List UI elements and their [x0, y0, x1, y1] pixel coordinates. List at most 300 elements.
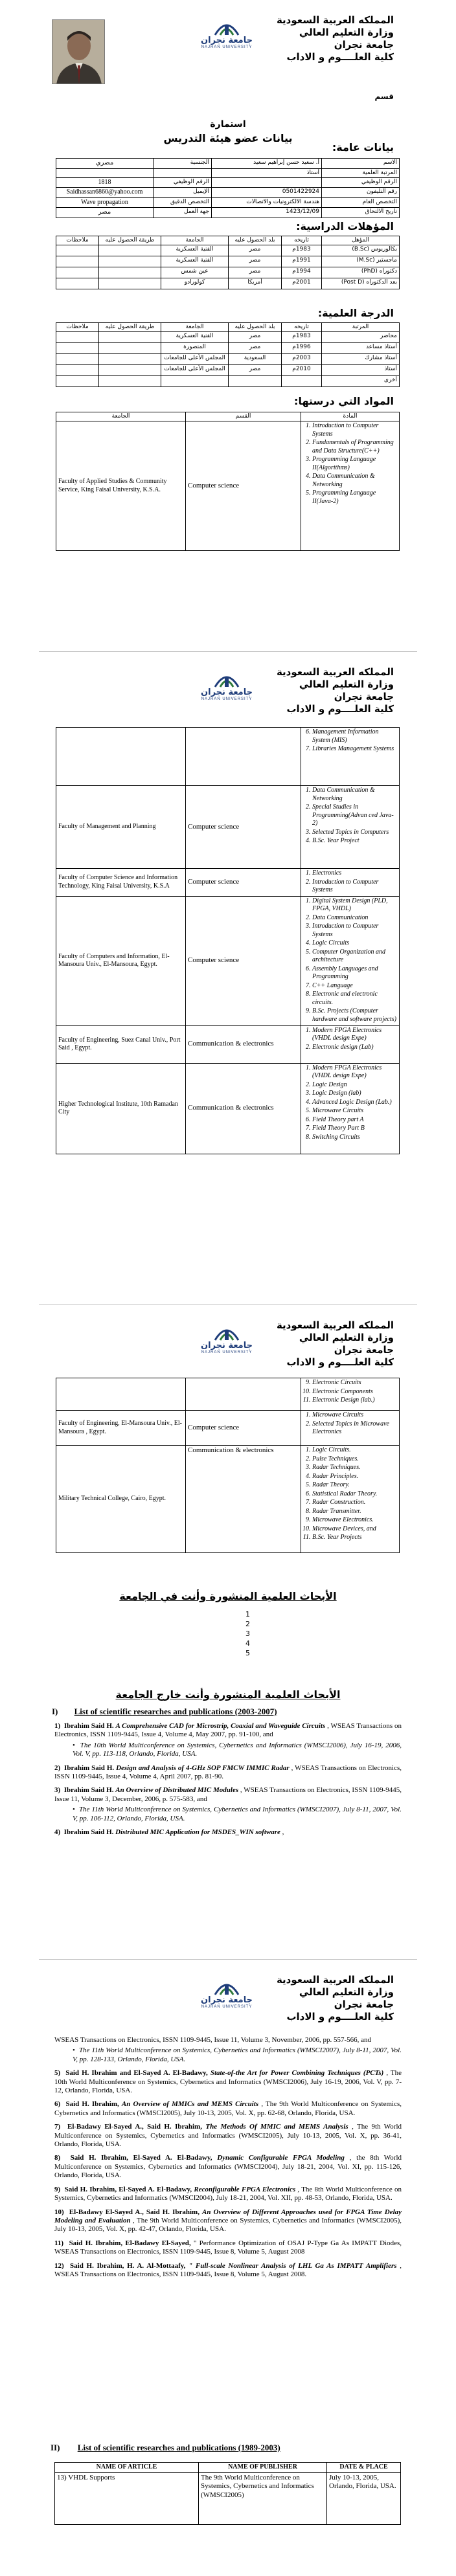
outside-pubs-heading: الأبحاث العلمية المنشورة وأنت خارج الجامعة [115, 1688, 341, 1701]
pub-title: Dynamic Configurable FPGA Modeling [217, 2154, 345, 2162]
course-subject-list [303, 1064, 397, 1142]
course-item: 4. Advanced Logic Design (Lab.) [312, 1099, 397, 1107]
pub-number: 6) [54, 2100, 61, 2109]
table-cell: مصر [229, 332, 282, 343]
pub-number: 9) [54, 2185, 61, 2193]
course-item: 1. Microwave Circuits [312, 1411, 397, 1420]
table-cell [161, 376, 229, 387]
course-item: 6. Management Information System (MIS) [312, 728, 397, 745]
course-item: 1. Electronics [312, 869, 397, 878]
course-item: 10. Microwave Devices, and [312, 1525, 397, 1534]
publication-item: 3) Ibrahim Said H. An Overview of Distributed MIC Modules , WSEAS Transactions on Electronics, ISSN 1109-9445, Issue 11, Volume 3, December, 2006, p. 575-583, and • The 11th World Multiconference on Systemics, Cybernetics and Informatics (WMSCI2007), July 8-11, 2007, Vol. V, pp. 106-112, Orlando, Florida, USA. [54, 1786, 402, 1822]
field-label: التخصص العام [322, 197, 400, 208]
course-row [56, 1446, 400, 1553]
qualifications-heading: المؤهلات الدراسية: [296, 220, 394, 232]
letterhead-line: جامعة نجران [334, 1344, 394, 1356]
table-cell: كولورادو [161, 278, 229, 289]
pub-number: 4) [54, 1828, 61, 1837]
letterhead-line: وزارة التعليم العالي [299, 27, 394, 38]
pub-title: The Methods Of MMIC and MEMS Analysis [205, 2123, 348, 2131]
course-department: Communication & electronics [186, 1025, 301, 1063]
page-4 [0, 1960, 456, 2576]
letterhead-line: المملكه العربية السعودية [276, 14, 394, 26]
field-value: أ. سعيد حسن إبراهيم سعيد [212, 159, 322, 169]
course-department: Computer science [186, 786, 301, 869]
pub-reference: , [282, 1828, 284, 1837]
letterhead-arabic [277, 666, 394, 715]
pub-reference: , the 8th World Multiconference on Systemics, Cybernetics and Informatics (WMSCI2004), July 18-21, 2004, Vol. XI, pp. 115-126, Orlando, Florida, USA. [54, 2154, 402, 2180]
inside-pubs-heading: الأبحاث العلمية المنشورة وأنت في الجامعة [119, 1590, 337, 1602]
course-item: 7. Radar Construction. [312, 1499, 397, 1507]
pub-authors: Said H. Ibrahim, [65, 2100, 119, 2109]
column-header: المؤهل [322, 236, 400, 245]
university-logo [194, 1325, 259, 1356]
field-label: الرقم الوظيفي [322, 177, 400, 188]
col-header-date-place: DATE & PLACE [327, 2463, 401, 2473]
table-cell: 2001م [282, 278, 322, 289]
course-item: 1. Introduction to Computer Systems [312, 422, 397, 438]
pub-title: Design and Analysis of 4-GHz SOP FMCW IMMIC Radar [116, 1764, 290, 1772]
column-header: بلد الحصول عليه [229, 236, 282, 245]
pub-also-presented: The 10th World Multiconference on Systemics, Cybernetics and Informatics (WMSCI2006), July 16-19, 2006, Vol. V, pp. 113-118, Orlando, Florida, USA. [73, 1741, 402, 1758]
courses-table-1 [56, 412, 400, 551]
pub-title: Distributed MIC Application for MSDES_WIN software [115, 1828, 280, 1837]
logo-english-text: NAJRAN UNIVERSITY [201, 1350, 253, 1354]
course-row [56, 421, 400, 551]
table-header-row [56, 236, 400, 245]
table-cell [56, 376, 99, 387]
course-item: 5. Microwave Circuits [312, 1107, 397, 1115]
table-row [56, 197, 400, 208]
course-department: Communication & electronics [186, 1063, 301, 1154]
course-university: Faculty of Management and Planning [56, 786, 186, 869]
portrait-icon [52, 20, 105, 84]
column-header: تاريخه [282, 323, 322, 332]
course-subject-list [303, 422, 397, 506]
course-item: 9. B.Sc. Projects (Computer hardware and software projects) [312, 1007, 397, 1024]
table-cell [99, 278, 161, 289]
course-subject-list [303, 897, 397, 1024]
course-item: 8. Switching Circuits [312, 1134, 397, 1142]
publication-item [54, 2100, 402, 2118]
publisher-name: The 9th World Multiconference on Systemics, Cybernetics and Informatics (WMSCI2005) [199, 2472, 327, 2524]
field-value: 1423/12/09 [212, 208, 322, 218]
field-label: التخصص الدقيق [154, 197, 212, 208]
letterhead-line: المملكه العربية السعودية [276, 1319, 394, 1331]
course-item: 8. Radar Transmitter. [312, 1508, 397, 1516]
field-label: جهة العمل [154, 208, 212, 218]
col-header-subject: المادة [301, 412, 400, 421]
publication-item [54, 2186, 402, 2203]
column-header: بلد الحصول عليه [229, 323, 282, 332]
pub-authors: Said H. Ibrahim, El-Sayed A. El-Badawy, [64, 2185, 192, 2193]
course-item: 4. Logic Circuits [312, 939, 397, 948]
table-header-row [56, 323, 400, 332]
course-subject-list [303, 1379, 397, 1405]
pub-authors: Ibrahim Said H. [64, 1764, 115, 1772]
table-cell: مصر [229, 256, 282, 267]
course-university: Faculty of Engineering, El-Mansoura Univ., El-Mansoura , Egypt. [56, 1411, 186, 1446]
university-logo [194, 19, 259, 50]
portrait-photo [52, 19, 105, 84]
courses-table-3 [56, 1378, 400, 1553]
course-item: 2. Introduction to Computer Systems [312, 879, 397, 895]
course-item: 8. Electronic and electronic circuits. [312, 991, 397, 1007]
course-item: 11. B.Sc. Year Projects [312, 1534, 397, 1542]
logo-arabic-text: جامعة نجران [201, 688, 253, 697]
course-item: 7. Libraries Management Systems [312, 745, 397, 754]
section-title: List of scientific researches and publications (1989-2003) [77, 2443, 280, 2452]
course-item: 4. B.Sc. Year Project [312, 837, 397, 846]
table-cell [56, 365, 99, 376]
table-row [56, 267, 400, 278]
column-header: ملاحظات [56, 236, 99, 245]
pub-reference: WSEAS Transactions on Electronics, ISSN 1109-9445, Issue 11, Volume 3, November, 2006, pp. 557-566, and [54, 2036, 372, 2044]
pub-reference: , WSEAS Transactions on Electronics, ISSN 1109-9445, Issue 4, Volume 4, April 2007, pp. 81-90. [54, 1764, 402, 1781]
course-item: 2. Pulse Techniques. [312, 1455, 397, 1464]
ranks-table [56, 322, 400, 387]
course-item: 3. Programming Language II(Algorithms) [312, 456, 397, 472]
pub-reference: , WSEAS Transactions on Electronics, ISSN 1109-9445, Issue 11, Volume 3, December, 2006, p. 575-583, and [54, 1786, 402, 1803]
letterhead-line: جامعة نجران [334, 39, 394, 50]
course-item: 2. Fundamentals of Programming and Data Structure(C++) [312, 439, 397, 455]
field-label: الجنسية [154, 159, 212, 169]
course-department: Computer science [186, 896, 301, 1025]
course-item: 1. Modern FPGA Electronics (VHDL design Expe) [312, 1027, 397, 1043]
pub-reference: , The 9th World Multiconference on Systemics, Cybernetics and Informatics (WMSCI2005), July 10-13, 2005, Vol. X, pp. 42-47, Orlando, Florida, USA. [54, 2216, 402, 2234]
table-row [56, 343, 400, 354]
table-row [56, 168, 400, 177]
ranks-heading: الدرجة العلمية: [317, 307, 394, 319]
publications-list-continued [54, 2036, 402, 2284]
table-cell: أستاذ مساعد [322, 343, 400, 354]
table-cell [56, 278, 99, 289]
table-cell [56, 343, 99, 354]
course-row [56, 1025, 400, 1063]
letterhead-line: كلية العلــــوم و الاداب [286, 703, 394, 715]
field-label [154, 168, 212, 177]
course-row [56, 869, 400, 897]
pub-number: 5) [54, 2069, 61, 2078]
logo-arabic-text: جامعة نجران [201, 1995, 253, 2005]
inside-pub-item: 1 [245, 1610, 250, 1618]
table-row [56, 376, 400, 387]
older-pubs-table [54, 2462, 401, 2525]
page-1 [0, 0, 456, 651]
letterhead-line: كلية العلــــوم و الاداب [286, 1356, 394, 1368]
pub-reference: , The 9th World Multiconference on Systemics, Cybernetics and Informatics (WMSCI2005), July 10-13, 2005, Vol. X, pp. 62-68, Orlando, Florida, USA. [54, 2100, 402, 2117]
publication-item: WSEAS Transactions on Electronics, ISSN 1109-9445, Issue 11, Volume 3, November, 2006, pp. 557-566, and • The 11th World Multiconference on Systemics, Cybernetics and Informatics (WMSCI2007), July 8-11, 2007, Vol. V, pp. 128-133, Orlando, Florida, USA. [54, 2036, 402, 2063]
table-cell [56, 332, 99, 343]
university-logo [194, 1979, 259, 2010]
field-value: Saidhassan6860@yahoo.com [56, 188, 154, 198]
publication-item [54, 2154, 402, 2180]
table-cell: 1983م [282, 332, 322, 343]
course-item: 1. Logic Circuits. [312, 1446, 397, 1455]
course-item: 2. Electronic design (Lab) [312, 1044, 397, 1052]
course-item: 7. C++ Language [312, 982, 397, 991]
table-row [56, 332, 400, 343]
col-header-article: NAME OF ARTICLE [55, 2463, 199, 2473]
letterhead-line: وزارة التعليم العالي [299, 678, 394, 690]
table-cell [229, 376, 282, 387]
pub-number: 3) [54, 1786, 61, 1795]
table-row [55, 2472, 401, 2524]
course-item: 2. Logic Design [312, 1081, 397, 1090]
table-cell [99, 267, 161, 278]
col-header-publisher: NAME OF PUBLISHER [199, 2463, 327, 2473]
course-item: 1. Data Communication & Networking [312, 787, 397, 803]
course-item: 5. Computer Organization and architecture [312, 948, 397, 965]
field-value: هندسة الالكترونيات والاتصالات [212, 197, 322, 208]
table-cell: دكتوراه (PhD) [322, 267, 400, 278]
letterhead-arabic [277, 14, 394, 63]
table-cell: بعد الدكتوراه (Post D) [322, 278, 400, 289]
field-label: الاسم [322, 159, 400, 169]
pub-also-presented: The 11th World Multiconference on Systemics, Cybernetics and Informatics (WMSCI2007), July 8-11, 2007, Vol. V, pp. 128-133, Orlando, Florida, USA. [73, 2046, 402, 2063]
pub-title: State-of-the Art for Power Combining Techniques (PCTs) [210, 2069, 384, 2078]
course-item: 1. Digital System Design (PLD, FPGA, VHDL) [312, 897, 397, 913]
table-cell: 1991م [282, 256, 322, 267]
table-cell: أمريكا [229, 278, 282, 289]
letterhead-line: المملكه العربية السعودية [276, 666, 394, 678]
pub-also-presented: The 11th World Multiconference on Systemics, Cybernetics and Informatics (WMSCI2007), July 8-11, 2007, Vol. V, pp. 106-112, Orlando, Florida, USA. [73, 1806, 402, 1822]
pubs-section-heading [52, 1707, 277, 1717]
field-label: تاريخ الالتحاق [322, 208, 400, 218]
course-item: 9. Electronic Circuits [312, 1379, 397, 1387]
pub-authors: El-Badawy El-Sayed A., Said H. Ibrahim, [67, 2123, 202, 2131]
course-department: Computer science [186, 421, 301, 551]
qualifications-table [56, 236, 400, 289]
course-item: 2. Selected Topics in Microwave Electronics [312, 1420, 397, 1437]
table-row [56, 159, 400, 169]
logo-emblem-icon [212, 19, 241, 36]
course-item: 6. Field Theory part A [312, 1116, 397, 1125]
course-subject-list [303, 728, 397, 754]
pubs-section-heading [51, 2443, 280, 2453]
field-label: المرتبة العلمية [322, 168, 400, 177]
table-cell: الفنية العسكرية [161, 332, 229, 343]
table-cell: الفنية العسكرية [161, 245, 229, 256]
publication-item [54, 2262, 402, 2279]
course-item: 6. Statistical Radar Theory. [312, 1490, 397, 1499]
table-cell: بكالوريوس (B.Sc) [322, 245, 400, 256]
department-label: قسم [374, 92, 394, 101]
publication-item: 1) Ibrahim Said H. A Comprehensive CAD for Microstrip, Coaxial and Waveguide Circuits , WSEAS Transactions on Electronics, ISSN 1109-9445, Issue 4, Volume 4, May 2007, pp. 91-100, and • The 10th World Multiconference on Systemics, Cybernetics and Informatics (WMSCI2006), July 16-19, 2006, Vol. V, pp. 113-118, Orlando, Florida, USA. [54, 1722, 402, 1758]
column-header: المرتبة [322, 323, 400, 332]
publication-item [54, 2123, 402, 2149]
inside-pubs-list [245, 1609, 250, 1658]
pub-title: An Overview of Different Approaches used for FPGA Time Delay Modeling and Evaluation [54, 2208, 402, 2224]
table-cell [99, 343, 161, 354]
table-cell: 2003م [282, 354, 322, 365]
course-university: Higher Technological Institute, 10th Ramadan City [56, 1063, 186, 1154]
article-name: 13) VHDL Supports [55, 2472, 199, 2524]
course-department: Computer science [186, 1411, 301, 1446]
table-row [56, 245, 400, 256]
letterhead [0, 1305, 456, 1376]
field-value: مصري [56, 159, 154, 169]
table-row [56, 177, 400, 188]
table-cell: عين شمس [161, 267, 229, 278]
table-cell [56, 245, 99, 256]
letterhead [0, 1960, 456, 2031]
letterhead-line: جامعة نجران [334, 691, 394, 702]
logo-english-text: NAJRAN UNIVERSITY [201, 2005, 253, 2009]
logo-arabic-text: جامعة نجران [201, 1341, 253, 1350]
course-item: 2. Special Studies in Programming(Advan ced Java-2) [312, 803, 397, 828]
course-item: 10. Electronic Components [312, 1388, 397, 1396]
publication-item [54, 1828, 402, 1837]
column-header: ملاحظات [56, 323, 99, 332]
course-university: Faculty of Computers and Information, El-Mansoura Univ., El-Mansoura, Egypt. [56, 896, 186, 1025]
table-cell: 1996م [282, 343, 322, 354]
pub-authors: Ibrahim Said H. [63, 1786, 114, 1795]
course-university: Faculty of Computer Science and Information Technology, King Faisal University, K.S.A [56, 869, 186, 897]
pub-number: 7) [54, 2123, 61, 2131]
table-cell: مصر [229, 365, 282, 376]
page-3 [0, 1305, 456, 1959]
logo-emblem-icon [212, 1325, 241, 1341]
logo-emblem-icon [212, 1979, 241, 1996]
table-cell: أستاذ مشارك [322, 354, 400, 365]
field-value: مصر [56, 208, 154, 218]
course-item: 2. Data Communication [312, 914, 397, 923]
publication-item [54, 2239, 402, 2257]
course-item: 3. Selected Topics in Computers [312, 829, 397, 837]
table-row [56, 208, 400, 218]
letterhead-line: وزارة التعليم العالي [299, 1986, 394, 1998]
course-row [56, 1063, 400, 1154]
course-row [56, 728, 400, 786]
table-cell: المجلس الأعلى للجامعات [161, 354, 229, 365]
table-cell [56, 256, 99, 267]
field-value: 1818 [56, 177, 154, 188]
letterhead-arabic [277, 1974, 394, 2023]
publication-item [54, 1764, 402, 1782]
course-subject-list [303, 787, 397, 846]
pub-title: Reconfigurable FPGA Electronics [194, 2185, 296, 2193]
course-subject-list [303, 1027, 397, 1052]
inside-pub-item: 3 [245, 1630, 250, 1638]
letterhead-line: كلية العلــــوم و الاداب [286, 51, 394, 63]
pub-number: 10) [54, 2208, 64, 2216]
pub-number: 2) [54, 1764, 61, 1772]
course-university: Faculty of Engineering, Suez Canal Univ., Port Said , Egypt. [56, 1025, 186, 1063]
letterhead-line: كلية العلــــوم و الاداب [286, 2011, 394, 2022]
section-number: II) [51, 2443, 60, 2452]
logo-emblem-icon [212, 671, 241, 688]
form-subtitle: بيانات عضو هيئة التدريس [163, 132, 293, 144]
letterhead-line: المملكه العربية السعودية [276, 1974, 394, 1986]
table-cell [99, 256, 161, 267]
table-cell: السعودية [229, 354, 282, 365]
pub-number: 1) [54, 1722, 61, 1730]
date-place: July 10-13, 2005, Orlando, Florida, USA. [327, 2472, 401, 2524]
course-row [56, 1378, 400, 1411]
course-department: Computer science [186, 869, 301, 897]
pub-reference: , The 8th World Multiconference on Systemics, Cybernetics and Informatics (WMSCI2004), July 18-21, 2004, Vol. XII, pp. 48-53, Orlando, Florida, USA. [54, 2185, 402, 2202]
letterhead-line: وزارة التعليم العالي [299, 1332, 394, 1343]
university-logo [194, 671, 259, 702]
column-header: الجامعة [161, 323, 229, 332]
table-cell: المجلس الأعلى للجامعات [161, 365, 229, 376]
table-cell [56, 354, 99, 365]
table-cell: 1983م [282, 245, 322, 256]
inside-pub-item: 4 [245, 1639, 250, 1648]
column-header: تاريخه [282, 236, 322, 245]
logo-arabic-text: جامعة نجران [201, 36, 253, 45]
course-item: 5. Radar Theory. [312, 1481, 397, 1490]
letterhead-arabic [277, 1319, 394, 1369]
pub-reference: , The 10th World Multiconference on Systemics, Cybernetics and Informatics (WMSCI2006), July 16-19, 2006, Vol. V, pp. 7-12, Orlando, Florida, USA. [54, 2069, 402, 2095]
course-item: 1. Modern FPGA Electronics (VHDL design Expe) [312, 1064, 397, 1081]
col-header-university: الجامعة [56, 412, 186, 421]
pub-reference: , The 9th World Multiconference on Systemics, Cybernetics and Informatics (WMSCI2005), July 10-13, 2005, Vol. X, pp. 36-41, Orlando, Florida, USA. [54, 2123, 402, 2149]
course-item: 6. Assembly Languages and Programming [312, 965, 397, 981]
table-cell [56, 267, 99, 278]
table-cell: مصر [229, 343, 282, 354]
table-cell [282, 376, 322, 387]
field-value: Wave propagation [56, 197, 154, 208]
pub-title: An Overview of MMICs and MEMS Circuits [121, 2100, 259, 2109]
table-cell: مصر [229, 267, 282, 278]
pub-number: 8) [54, 2154, 61, 2162]
table-row [56, 256, 400, 267]
course-item: 3. Radar Techniques. [312, 1464, 397, 1472]
column-header: طريقة الحصول عليه [99, 236, 161, 245]
course-university: Faculty of Applied Studies & Community Service, King Faisal University, K.S.A. [56, 421, 186, 551]
course-item: 3. Introduction to Computer Systems [312, 923, 397, 939]
pub-authors: El-Badawy El-Sayed A., Said H. Ibrahim, [69, 2208, 200, 2216]
inside-pub-item: 5 [245, 1649, 250, 1657]
field-value [56, 168, 154, 177]
field-label: الرقم الوظيفي [154, 177, 212, 188]
logo-english-text: NAJRAN UNIVERSITY [201, 45, 253, 49]
publication-item [54, 2208, 402, 2234]
field-value: 0501422924 [212, 188, 322, 198]
table-cell [99, 332, 161, 343]
course-item: 5. Programming Language II(Java-2) [312, 489, 397, 506]
general-info-heading: بيانات عامة: [332, 141, 394, 153]
general-info-table [56, 158, 400, 218]
letterhead-line: جامعة نجران [334, 1999, 394, 2010]
course-item: 4. Data Communication & Networking [312, 473, 397, 489]
course-row [56, 1411, 400, 1446]
pub-authors: Ibrahim Said H. [63, 1828, 114, 1837]
course-item: 3. Logic Design (lab) [312, 1090, 397, 1098]
pub-authors: Said H. Ibrahim, El-Sayed A. El-Badawy, [70, 2154, 212, 2162]
letterhead [0, 652, 456, 723]
publications-list [54, 1722, 402, 1842]
pub-reference: , WSEAS Transactions on Electronics, ISSN 1109-9445, Issue 8, Volume 5, August 2008. [54, 2261, 402, 2278]
course-subject-list [303, 1411, 397, 1437]
table-cell: 1994م [282, 267, 322, 278]
table-cell: ماجستير (M.Sc) [322, 256, 400, 267]
table-cell [99, 245, 161, 256]
course-row [56, 896, 400, 1025]
course-subject-list [303, 1446, 397, 1542]
table-row [56, 188, 400, 198]
table-cell [99, 354, 161, 365]
course-row [56, 786, 400, 869]
section-title: List of scientific researches and publications (2003-2007) [74, 1707, 277, 1716]
col-header-department: القسم [186, 412, 301, 421]
table-cell: 2010م [282, 365, 322, 376]
courses-table-2 [56, 727, 400, 1154]
table-cell [99, 365, 161, 376]
course-item: 11. Electronic Design (lab.) [312, 1396, 397, 1405]
